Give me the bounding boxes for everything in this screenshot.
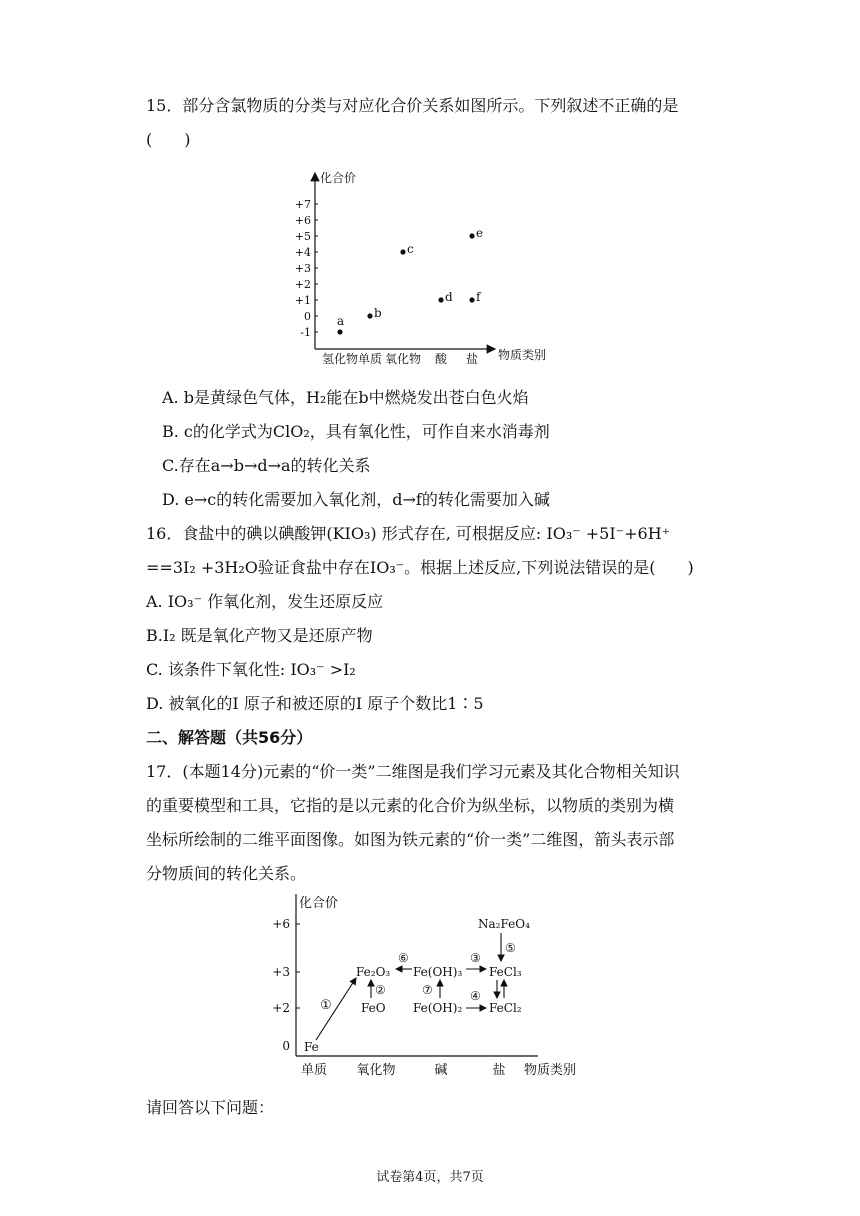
- species-fecl2: FeCl₂: [489, 1001, 522, 1015]
- y-tick-label: +1: [294, 294, 311, 307]
- tick-plus6: +6: [272, 917, 290, 931]
- x-axis-label: 物质类别: [498, 348, 547, 362]
- data-point-c: [400, 249, 405, 254]
- data-point-label-b: b: [374, 306, 382, 320]
- x-category-label: 氢化物: [321, 352, 359, 366]
- species-fe2o3: Fe₂O₃: [356, 965, 391, 979]
- species-feoh2: Fe(OH)₂: [413, 1001, 463, 1015]
- y-tick-label: 0: [304, 310, 311, 323]
- q16-option-c: C. 该条件下氧化性: IO₃⁻ >I₂: [146, 660, 356, 679]
- data-point-label-a: a: [337, 314, 345, 328]
- q17-line-3: 坐标所绘制的二维平面图像。如图为铁元素的“价一类”二维图，箭头表示部: [146, 830, 675, 849]
- arrow-label-5: ⑤: [505, 941, 516, 955]
- tick-zero: 0: [282, 1039, 290, 1053]
- data-point-label-e: e: [476, 226, 484, 240]
- species-fecl3: FeCl₃: [489, 965, 522, 979]
- species-fe: Fe: [304, 1040, 319, 1054]
- q16-option-a: A. IO₃⁻ 作氧化剂，发生还原反应: [146, 592, 384, 611]
- x-category-label: 单质: [357, 352, 383, 366]
- q16-option-b: B.I₂ 既是氧化产物又是还原产物: [146, 626, 373, 645]
- data-point-a: [337, 329, 342, 334]
- iron-valence-class-diagram: [270, 888, 600, 1084]
- y-tick-label: +5: [294, 230, 311, 243]
- q15-option-b: B. c的化学式为ClO₂，具有氧化性，可作自来水消毒剂: [162, 422, 550, 441]
- x-category-label: 盐: [465, 352, 479, 366]
- y-tick-label: +2: [294, 278, 311, 291]
- chlorine-valence-chart: [290, 165, 580, 370]
- q17-line-1: 17．(本题14分)元素的“价一类”二维图是我们学习元素及其化合物相关知识: [146, 762, 680, 781]
- tick-plus2: +2: [272, 1001, 290, 1015]
- data-point-e: [469, 233, 474, 238]
- tick-plus3: +3: [272, 965, 290, 979]
- x-category-label: 酸: [434, 352, 448, 366]
- data-point-label-d: d: [445, 290, 453, 304]
- q16-option-d: D. 被氧化的I 原子和被还原的I 原子个数比1∶5: [146, 694, 484, 713]
- species-na2feo4: Na₂FeO₄: [478, 917, 530, 931]
- q15-option-c: C.存在a→b→d→a的转化关系: [162, 456, 371, 475]
- arrow-label-4: ④: [470, 989, 481, 1003]
- species-feo: FeO: [361, 1001, 386, 1015]
- q15-answer-paren: ( ): [146, 130, 191, 149]
- x-category-label: 氧化物: [384, 352, 422, 366]
- data-point-label-c: c: [407, 242, 414, 256]
- page-footer: 试卷第4页，共7页: [376, 1170, 484, 1185]
- y-axis-label: 化合价: [299, 896, 339, 911]
- arrow-label-2: ②: [375, 983, 386, 997]
- data-point-f: [469, 297, 474, 302]
- category-base: 碱: [434, 1063, 448, 1078]
- arrow-label-7: ⑦: [422, 983, 433, 997]
- x-axis-label: 物质类别: [524, 1063, 577, 1078]
- q16-line-2: ==3I₂ +3H₂O验证食盐中存在IO₃⁻。根据上述反应,下列说法错误的是( ): [146, 558, 694, 577]
- arrow-label-3: ③: [470, 951, 481, 965]
- y-tick-label: +4: [294, 246, 311, 259]
- category-elemental: 单质: [300, 1063, 328, 1078]
- y-tick-label: -1: [300, 326, 311, 339]
- y-tick-label: +6: [294, 214, 311, 227]
- q15-stem: 15．部分含氯物质的分类与对应化合价关系如图所示。下列叙述不正确的是: [146, 96, 679, 115]
- q17-prompt: 请回答以下问题：: [146, 1098, 275, 1117]
- q15-option-d: D. e→c的转化需要加入氧化剂，d→f的转化需要加入碱: [162, 490, 550, 509]
- section-heading: 二、解答题（共56分）: [146, 728, 313, 747]
- q17-line-2: 的重要模型和工具，它指的是以元素的化合价为纵坐标，以物质的类别为横: [146, 796, 675, 815]
- species-feoh3: Fe(OH)₃: [413, 965, 463, 979]
- data-point-label-f: f: [476, 290, 481, 304]
- q16-line-1: 16．食盐中的碘以碘酸钾(KIO₃) 形式存在, 可根据反应: IO₃⁻ +5I⁻+6H⁺: [146, 524, 671, 543]
- data-point-b: [367, 313, 372, 318]
- category-salt: 盐: [492, 1063, 506, 1078]
- q15-option-a: A. b是黄绿色气体，H₂能在b中燃烧发出苍白色火焰: [162, 388, 529, 407]
- data-point-d: [438, 297, 443, 302]
- y-tick-label: +3: [294, 262, 311, 275]
- q17-line-4: 分物质间的转化关系。: [146, 864, 307, 883]
- arrow-label-1: ①: [320, 998, 332, 1013]
- category-oxide: 氧化物: [356, 1063, 396, 1078]
- y-tick-label: +7: [294, 198, 311, 211]
- arrow-label-6: ⑥: [398, 951, 409, 965]
- y-axis-label: 化合价: [320, 171, 357, 185]
